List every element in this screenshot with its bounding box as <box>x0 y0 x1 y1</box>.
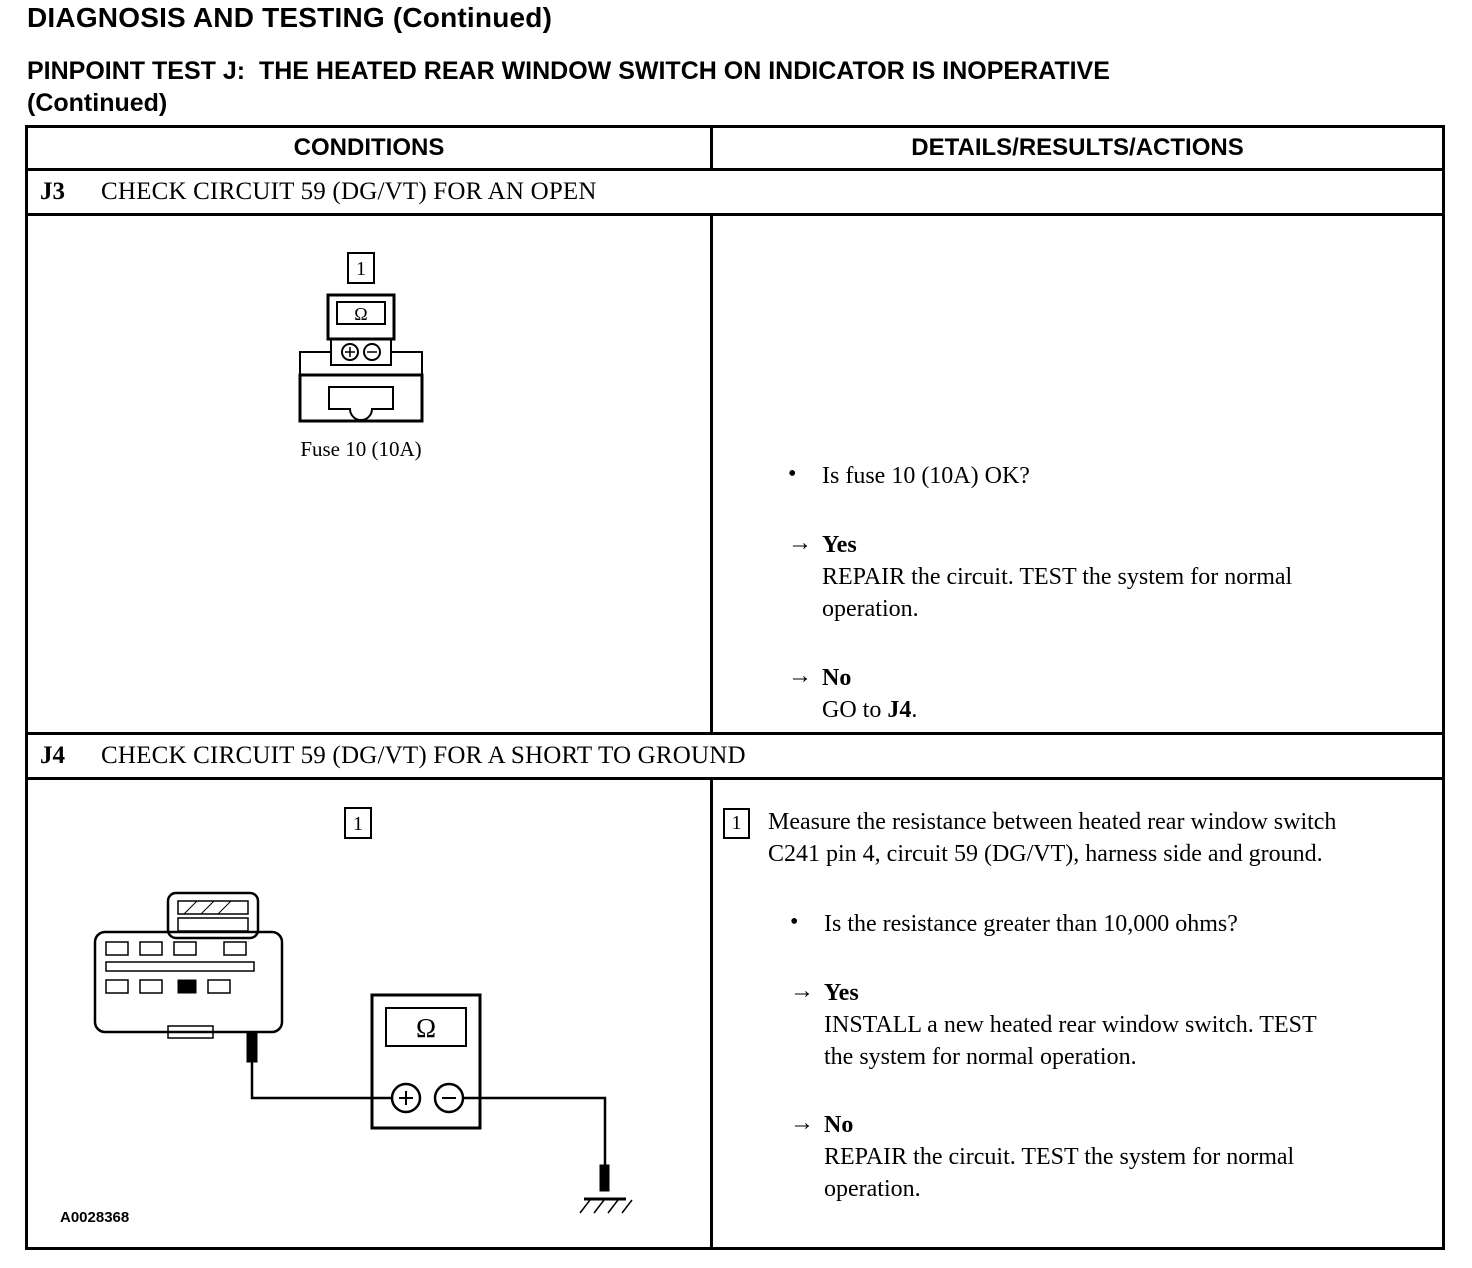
j3-yes-action: REPAIR the circuit. TEST the system for normal operation. <box>822 563 1293 622</box>
j3-question-item <box>788 461 1426 493</box>
test-lead-wire-ground <box>463 1098 605 1165</box>
test-lead-wires <box>300 352 422 375</box>
details-column-header: DETAILS/RESULTS/ACTIONS <box>911 134 1244 161</box>
pinpoint-test-heading-line1: PINPOINT TEST J: THE HEATED REAR WINDOW SWITCH ON INDICATOR IS INOPERATIVE <box>27 57 1110 85</box>
plus-terminal-icon <box>399 1091 413 1105</box>
svg-text:1: 1 <box>353 813 363 835</box>
step-j4-title: CHECK CIRCUIT 59 (DG/VT) FOR A SHORT TO GROUND <box>101 742 746 769</box>
j3-no-label: No <box>822 664 852 691</box>
ground-symbol-icon <box>580 1165 632 1213</box>
svg-text:Ω: Ω <box>354 304 368 324</box>
svg-text:Ω: Ω <box>415 1013 437 1043</box>
j3-conditions-cell <box>28 216 713 732</box>
ohmmeter-icon <box>372 995 480 1128</box>
j4-yes-item <box>790 978 1426 1074</box>
bullet-icon: • <box>788 461 797 487</box>
step-j4-content-row <box>28 780 1442 1247</box>
j3-no-item <box>788 663 1426 727</box>
j3-yes-label: Yes <box>822 531 857 558</box>
arrow-icon: → <box>788 662 812 689</box>
arrow-icon: → <box>788 529 812 556</box>
j4-question-item <box>790 909 1426 941</box>
j4-yes-label: Yes <box>824 979 859 1006</box>
j4-no-action: REPAIR the circuit. TEST the system for normal operation. <box>824 1144 1295 1203</box>
j4-conditions-cell <box>28 780 713 1247</box>
j3-fuse-check-diagram <box>28 216 710 732</box>
step-j4-title-row <box>28 735 1442 780</box>
step-j3-content-row <box>28 216 1442 735</box>
arrow-icon: → <box>790 1110 814 1137</box>
pinpoint-test-table <box>25 125 1445 1250</box>
j4-details-cell <box>713 780 1442 1247</box>
diagram-step-badge <box>348 253 374 283</box>
j4-step-text: Measure the resistance between heated rear window switch C241 pin 4, circuit 59 (DG/VT), harness side and ground. <box>768 809 1337 868</box>
j4-no-label: No <box>824 1112 854 1139</box>
pinpoint-test-heading-line2: (Continued) <box>27 89 168 117</box>
svg-text:1: 1 <box>356 258 366 280</box>
j3-no-action: GO to J4. <box>822 696 918 723</box>
section-heading: DIAGNOSIS AND TESTING (Continued) <box>27 2 553 33</box>
j4-step-badge: 1 <box>723 808 750 839</box>
table-header-row <box>28 128 1442 171</box>
fuse-icon <box>300 375 422 421</box>
plus-terminal-icon <box>345 347 355 357</box>
j4-no-item <box>790 1110 1426 1206</box>
step-j3-id: J3 <box>40 178 65 205</box>
step-j4-id: J4 <box>40 742 65 769</box>
connector-icon <box>95 893 282 1062</box>
figure-code: A0028368 <box>60 1209 130 1226</box>
j4-yes-action: INSTALL a new heated rear window switch. TEST the system for normal operation. <box>824 1011 1317 1070</box>
connector-pin-4 <box>247 1032 257 1062</box>
j4-short-to-ground-diagram <box>28 780 710 1242</box>
j4-question-text: Is the resistance greater than 10,000 ohms? <box>824 910 1238 937</box>
step-j3-title: CHECK CIRCUIT 59 (DG/VT) FOR AN OPEN <box>101 178 597 205</box>
fuse-label: Fuse 10 (10A) <box>300 437 422 461</box>
j3-yes-item <box>788 530 1426 626</box>
bullet-icon: • <box>790 908 799 935</box>
pinpoint-test-heading <box>27 55 1110 119</box>
diagram-step-badge <box>345 808 371 838</box>
arrow-icon: → <box>790 977 814 1004</box>
step-j3-title-row <box>28 171 1442 216</box>
conditions-column-header: CONDITIONS <box>28 128 713 168</box>
j3-details-cell <box>713 216 1442 732</box>
ohmmeter-icon <box>328 295 394 365</box>
j4-step-instruction <box>713 780 1442 871</box>
j3-question-text: Is fuse 10 (10A) OK? <box>822 463 1030 489</box>
